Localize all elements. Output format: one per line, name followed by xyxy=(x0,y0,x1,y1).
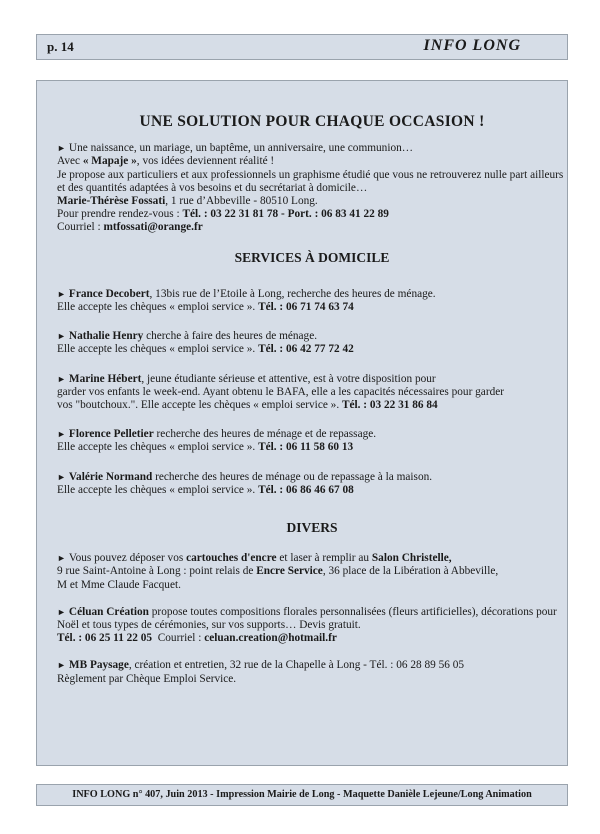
arrow-right-icon: ► xyxy=(57,471,66,482)
services-title: SERVICES À DOMICILE xyxy=(234,249,390,265)
arrow-right-icon: ► xyxy=(57,606,66,617)
service-phone: Tél. : 03 22 31 86 84 xyxy=(341,399,438,412)
mapaje-name: « Mapaje » xyxy=(82,155,137,168)
divers-phone: Tél. : 06 25 11 22 05 xyxy=(57,632,153,645)
service-text: , 13bis rue de l’Etoile à Long, recherche des heures de ménage. xyxy=(149,287,436,300)
service-entry xyxy=(57,471,567,497)
divers-bold: cartouches d'encre xyxy=(186,552,277,565)
divers-text: Règlement par Chèque Emploi Service. xyxy=(57,672,237,685)
main-panel xyxy=(36,80,568,766)
service-phone: Tél. : 06 86 46 67 08 xyxy=(258,483,354,496)
intro-title: UNE SOLUTION POUR CHAQUE OCCASION ! xyxy=(139,113,485,130)
intro-line-2a: Avec xyxy=(57,155,83,168)
service-text-line-2: garder vos enfants le week-end. Ayant obtenu le BAFA, elle a les capacités nécessaires pour garder xyxy=(57,385,505,398)
divers-entry xyxy=(57,606,567,646)
service-name: France Decobert xyxy=(68,287,150,300)
intro-block xyxy=(57,142,567,234)
divers-email-link[interactable]: celuan.creation@hotmail.fr xyxy=(204,632,337,645)
divers-text: Vous pouvez déposer vos xyxy=(68,552,187,565)
divers-bold: Encre Service xyxy=(256,565,323,578)
divers-entry xyxy=(57,659,567,685)
service-name: Nathalie Henry xyxy=(68,330,144,343)
divers-text: , 36 place de la Libération à Abbeville, xyxy=(322,565,499,578)
service-phone: Tél. : 06 71 74 63 74 xyxy=(258,301,354,314)
service-text: recherche des heures de ménage et de repassage. xyxy=(153,428,377,441)
divers-name: Céluan Création xyxy=(68,605,149,618)
service-cheques: Elle accepte les chèques « emploi service ». xyxy=(57,441,259,454)
divers-text: M et Mme Claude Facquet. xyxy=(57,578,181,591)
service-cheques: Elle accepte les chèques « emploi service ». xyxy=(57,301,259,314)
service-text: recherche des heures de ménage ou de repassage à la maison. xyxy=(152,470,433,483)
page-header xyxy=(36,34,568,60)
page-number: p. 14 xyxy=(47,39,74,54)
brand-title: INFO LONG xyxy=(423,37,521,54)
service-entry xyxy=(57,330,567,356)
arrow-right-icon: ► xyxy=(57,143,66,154)
service-cheques: Elle accepte les chèques « emploi service ». xyxy=(57,483,259,496)
divers-entry xyxy=(57,552,567,592)
service-phone: Tél. : 06 11 58 60 13 xyxy=(258,441,354,454)
service-cheques: Elle accepte les chèques « emploi service ». xyxy=(57,343,259,356)
intro-phone: Tél. : 03 22 31 81 78 - Port. : 06 83 41 22 89 xyxy=(182,208,389,221)
page-footer: INFO LONG n° 407, Juin 2013 - Impression Mairie de Long - Maquette Danièle Lejeune/Long Animation xyxy=(36,784,568,806)
divers-text: propose toutes compositions florales personnalisées (fleurs artificielles), décorations pour Noël et tous types de cérémonies, sur vos supports… Devis gratuit. xyxy=(57,605,557,632)
service-phone: Tél. : 06 42 77 72 42 xyxy=(258,343,354,356)
arrow-right-icon: ► xyxy=(57,660,66,671)
content xyxy=(57,115,567,700)
divers-text: 9 rue Saint-Antoine à Long : point relais de xyxy=(57,565,257,578)
service-text-line-3: vos "boutchoux.". Elle accepte les chèques « emploi service ». xyxy=(57,399,342,412)
intro-line-1: Une naissance, un mariage, un baptême, un anniversaire, une communion… xyxy=(68,142,414,155)
intro-mail-label: Courriel : xyxy=(57,221,104,234)
divers-name: MB Paysage xyxy=(68,659,129,672)
arrow-right-icon: ► xyxy=(57,429,66,440)
service-name: Florence Pelletier xyxy=(68,428,154,441)
service-name: Marine Hébert xyxy=(68,372,142,385)
intro-line-3: Je propose aux particuliers et aux professionnels un graphisme étudié que vous ne retrouverez nulle part ailleurs et des quantités adaptées à vos besoins et du secrétariat à domicile… xyxy=(57,168,564,194)
service-text: , jeune étudiante sérieuse et attentive, est à votre disposition pour xyxy=(141,372,436,385)
arrow-right-icon: ► xyxy=(57,331,66,342)
intro-rdv-label: Pour prendre rendez-vous : xyxy=(57,208,183,221)
divers-mail-label: Courriel : xyxy=(152,632,205,645)
intro-line-2c: , vos idées deviennent réalité ! xyxy=(136,155,275,168)
divers-bold: Salon Christelle, xyxy=(371,552,452,565)
divers-text: et laser à remplir au xyxy=(276,552,372,565)
divers-text: , création et entretien, 32 rue de la Chapelle à Long - Tél. : 06 28 89 56 05 xyxy=(128,659,464,672)
intro-contact-name: Marie-Thérèse Fossati xyxy=(57,195,166,208)
arrow-right-icon: ► xyxy=(57,288,66,299)
divers-title: DIVERS xyxy=(286,520,338,536)
intro-email-link[interactable]: mtfossati@orange.fr xyxy=(103,221,203,234)
arrow-right-icon: ► xyxy=(57,553,66,564)
service-text: cherche à faire des heures de ménage. xyxy=(143,330,318,343)
intro-address: , 1 rue d’Abbeville - 80510 Long. xyxy=(165,195,318,208)
arrow-right-icon: ► xyxy=(57,373,66,384)
service-name: Valérie Normand xyxy=(68,470,153,483)
service-entry xyxy=(57,288,567,314)
service-entry xyxy=(57,373,567,413)
service-entry xyxy=(57,428,567,454)
